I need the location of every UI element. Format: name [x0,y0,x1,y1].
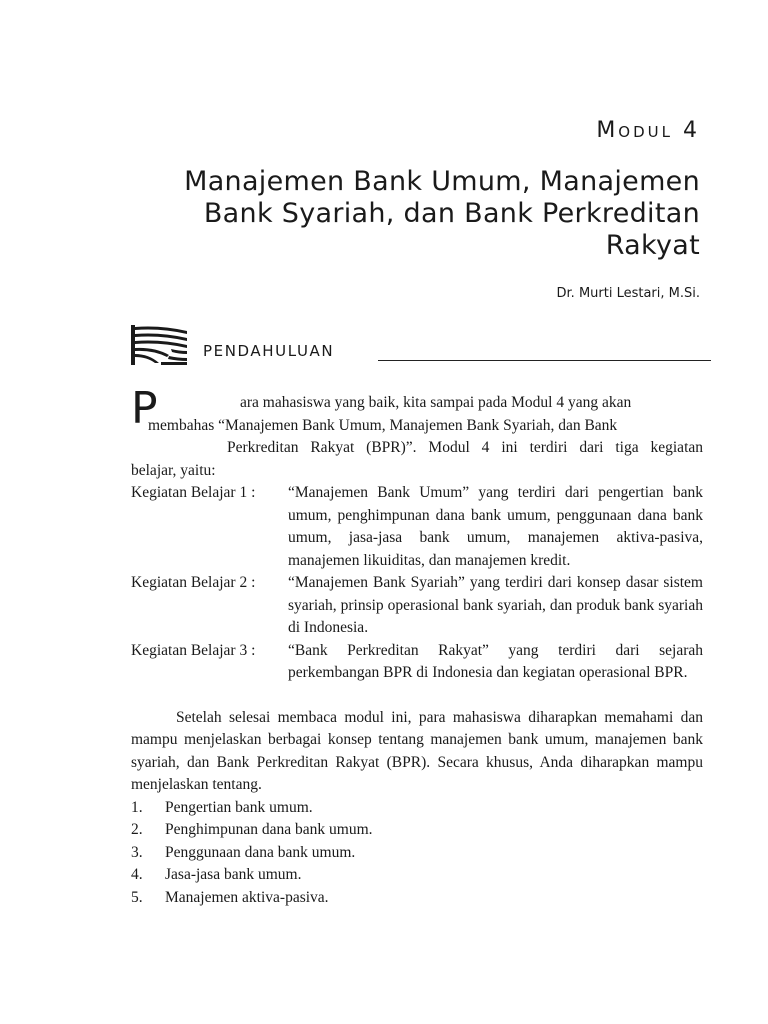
objectives-list [131,797,703,910]
list-item [131,819,703,842]
module-title-line: Bank Syariah, dan Bank Perkreditan [203,198,700,229]
list-item-text: Manajemen aktiva-pasiva. [165,888,329,906]
kegiatan-label: Kegiatan Belajar 3 : [131,641,256,659]
author-name: Dr. Murti Lestari, M.Si. [556,286,700,301]
list-item [131,887,703,910]
list-item-text: Pengertian bank umum. [165,798,313,816]
kegiatan-description: “Manajemen Bank Syariah” yang terdiri dari konsep dasar sistem syariah, prinsip operasional bank syariah, dan produk bank syariah di Indonesia. [288,574,703,636]
intro-line: ara mahasiswa yang baik, kita sampai pada Modul 4 yang akan [240,394,632,411]
body-text [131,392,703,909]
objectives-paragraph: Setelah selesai membaca modul ini, para mahasiswa diharapkan memahami dan mampu menjelaskan berbagai konsep tentang manajemen bank umum, manajemen bank syariah, dan Bank Perkreditan Rakyat (BPR). Secara khusus, Anda diharapkan mampu menjelaskan tentang. [131,708,703,793]
book-pages-icon [131,325,187,365]
section-header [131,325,711,365]
kegiatan-item [131,482,703,572]
list-item [131,842,703,865]
intro-line: membahas “Manajemen Bank Umum, Manajemen Bank Syariah, dan Bank [148,416,618,434]
list-item-text: Penggunaan dana bank umum. [165,843,356,861]
module-title-line: Rakyat [605,230,700,261]
list-item-text: Penghimpunan dana bank umum. [165,821,373,838]
intro-line: Perkreditan Rakyat (BPR)”. Modul 4 ini terdiri dari tiga kegiatan [227,439,703,456]
list-item-number: 5. [131,888,143,906]
list-item-text: Jasa-jasa bank umum. [165,866,302,883]
module-title [140,166,700,262]
kegiatan-item [131,640,703,685]
section-divider [378,360,711,361]
list-item [131,864,703,887]
drop-cap: P [131,383,158,434]
kegiatan-label: Kegiatan Belajar 2 : [131,574,256,591]
list-item-number: 3. [131,843,143,861]
list-item-number: 4. [131,866,143,883]
module-number-label: Modul 4 [596,118,700,143]
list-item-number: 2. [131,821,143,838]
kegiatan-label: Kegiatan Belajar 1 : [131,484,256,501]
module-title-line: Manajemen Bank Umum, Manajemen [184,166,700,197]
intro-line: belajar, yaitu: [131,461,216,479]
section-title: PENDAHULUAN [203,342,335,360]
list-item [131,797,703,820]
kegiatan-item [131,572,703,640]
kegiatan-description: “Bank Perkreditan Rakyat” yang terdiri dari sejarah perkembangan BPR di Indonesia dan kegiatan operasional BPR. [288,641,703,681]
list-item-number: 1. [131,798,143,816]
kegiatan-description: “Manajemen Bank Umum” yang terdiri dari pengertian bank umum, penghimpunan dana bank umum, penggunaan dana bank umum, jasa-jasa bank umum, manajemen aktiva-pasiva, manajemen likuiditas, dan manajemen kredit. [288,484,703,569]
